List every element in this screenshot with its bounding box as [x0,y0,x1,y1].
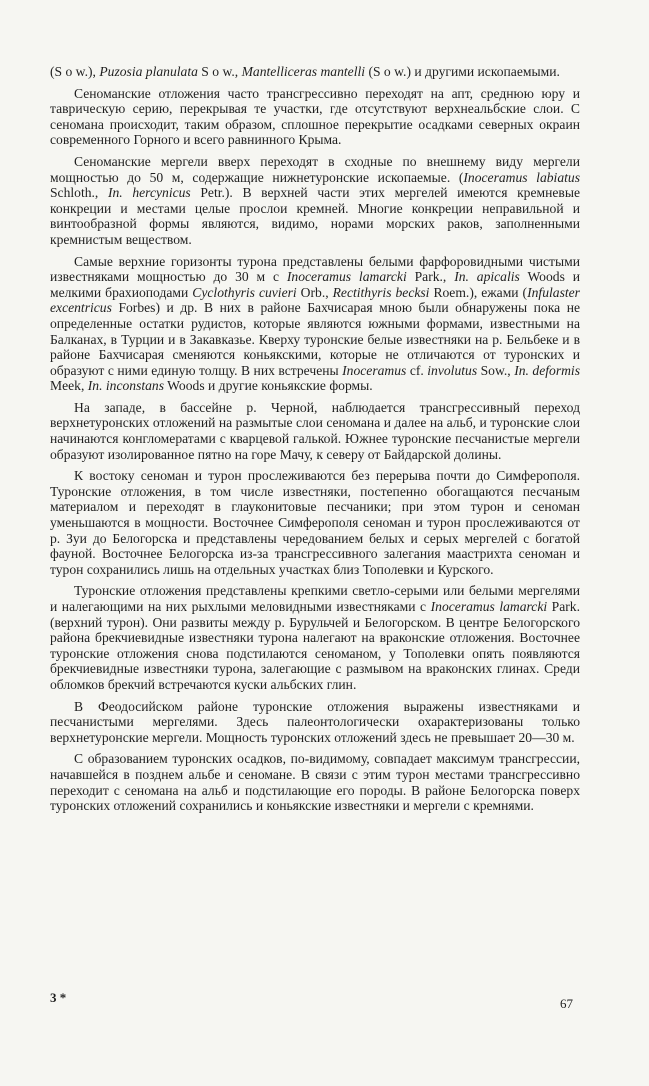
page-number: 67 [560,996,573,1011]
text-run: cf. [406,362,428,378]
body-text [50,64,580,820]
text-run: (S o w.), [50,64,100,79]
text-run: В Феодосийском районе туронские отложения выражены известняками и песчанистыми мергелями. Здесь палеонтологически охарактеризованы только верхнетуронские мергели. Мощность туронских отложений здесь не превышает 20—30 м. [50,698,580,745]
text-run: Woods и другие коньякские формы. [164,378,373,394]
taxon-name: In. deformis [514,362,580,378]
taxon-name: Cyclothyris cuvieri [192,284,297,300]
text-run: S o w., [197,64,242,79]
taxon-name: Inoceramus labiatus [463,169,580,185]
text-run: Sow., [477,362,515,378]
taxon-name: Inoceramus lamarcki [430,599,548,614]
paragraph [50,254,580,394]
paragraph [50,468,580,577]
text-run: К востоку сеноман и турон прослеживаются без перерыва почти до Симферополя. Туронские отложения, в том числе известняки, постепенно обогащаются песчаным материалом и переходят в глауконитовые песчаники; при этом турон и сеноман уменьшаются в мощности. Восточнее Симферополя сеноман и турон прослеживаются от р. Зуи до Белогорска и представлены чередованием белых и серых мергелей с богатой фауной. Восточнее Белогорска из-за трансгрессивного залегания маастрихта сеноман и турон сохранились лишь на отдельных участках близ Тополевки и Курского. [50,468,580,577]
text-run: С образованием туронских осадков, по-видимому, совпадает максимум трансгрессии, начавшейся в позднем альбе и сеномане. В связи с этим турон местами трансгрессивно переходит с сеномана на альб и подстилающие его породы. В районе Белогорска поверх туронских отложений сохранились и коньякские известняки и мергели с кремнями. [50,751,580,814]
taxon-name: Rectithyris becksi [332,284,430,300]
taxon-name: involutus [427,362,478,378]
paragraph [50,86,580,148]
paragraph [50,583,580,692]
text-run: Meek, [50,378,88,394]
taxon-name: Infulaster excentricus [50,284,580,316]
text-run: Сеноманские отложения часто трансгрессивно переходят на апт, среднюю юру и таврическую серию, перекрывая те участки, где отсутствуют верхнеальбские слои. С сеномана происходит, таким образом, сплошное перекрытие осадками северных окраин современного Горного и всего равнинного Крыма. [50,85,580,148]
text-run: Park. (верхний турон). Они развиты между р. Бурульчей и Белогорском. В центре Белогорского района брекчиевидные известняки турона налегают на враконские отложения. Восточнее туронские отложения снова подстилаются сеноманом, у Тополевки опять появляются брекчиевидные известняки турона, залегающие с размывом на враконских глинах. Среди обломков брекчий встречаются куски альбских глин. [50,599,581,692]
text-run: На западе, в бассейне р. Черной, наблюдается трансгрессивный переход верхнетуронских отложений на размытые слои сеномана и далее на альб, и туронские слои начинаются конгломератами с кварцевой галькой. Южнее туронские песчанистые мергели образуют изолированное пятно на горе Мачу, к северу от Байдарской долины. [50,399,580,462]
paragraph [50,400,580,462]
text-run: Туронские отложения представлены крепкими светло-серыми или белыми мергелями и налегающими на них рыхлыми меловидными известняками с [50,583,580,614]
taxon-name: In. inconstans [87,378,165,394]
text-run: Woods и мелкими брахиоподами [50,269,581,300]
paragraph [50,154,580,248]
text-run: Forbes) и др. В них в районе Бахчисарая мною были обнаружены пока не определенные остатки рудистов, которые являются южными формами, известными на Балканах, в Турции и в Закавказье. Кверху туронские белые известняки на р. Бельбеке и в районе Бахчисарая сменяются коньякскими, которые не отличаются от туронских и образуют с ними единую толщу. В них встречены [50,300,580,378]
text-run: Petr.). В верхней части этих мергелей имеются кремневые конкреции и местами целые прослои кремней. Многие конкреции неправильной и винтообразной формы являются, видимо, норами морских раков, заполненными кремнистым веществом. [50,185,581,247]
text-run: Schloth., [50,185,108,201]
text-run: Сеноманские мергели вверх переходят в сходные по внешнему виду мергели мощностью до 50 м, содержащие нижнетуронские ископаемые. ( [50,153,580,185]
text-run: Roem.), ежами ( [429,284,528,300]
text-run: Park., [406,269,455,285]
paragraph [50,699,580,746]
taxon-name: Puzosia planulata [99,64,198,79]
paragraph [50,64,580,80]
signature-mark: 3 * [50,990,67,1005]
text-run: Самые верхние горизонты турона представлены белыми фарфоровидными чистыми известняками мощностью до 30 м с [50,253,580,285]
taxon-name: Inoceramus [342,362,407,378]
text-run: (S o w.) и другими ископаемыми. [365,64,560,79]
taxon-name: Mantelliceras mantelli [241,64,366,79]
taxon-name: In. apicalis [454,269,520,285]
taxon-name: In. hercynicus [107,185,191,201]
text-run: Orb., [296,284,333,300]
paragraph [50,751,580,813]
taxon-name: Inoceramus lamarcki [286,269,407,285]
